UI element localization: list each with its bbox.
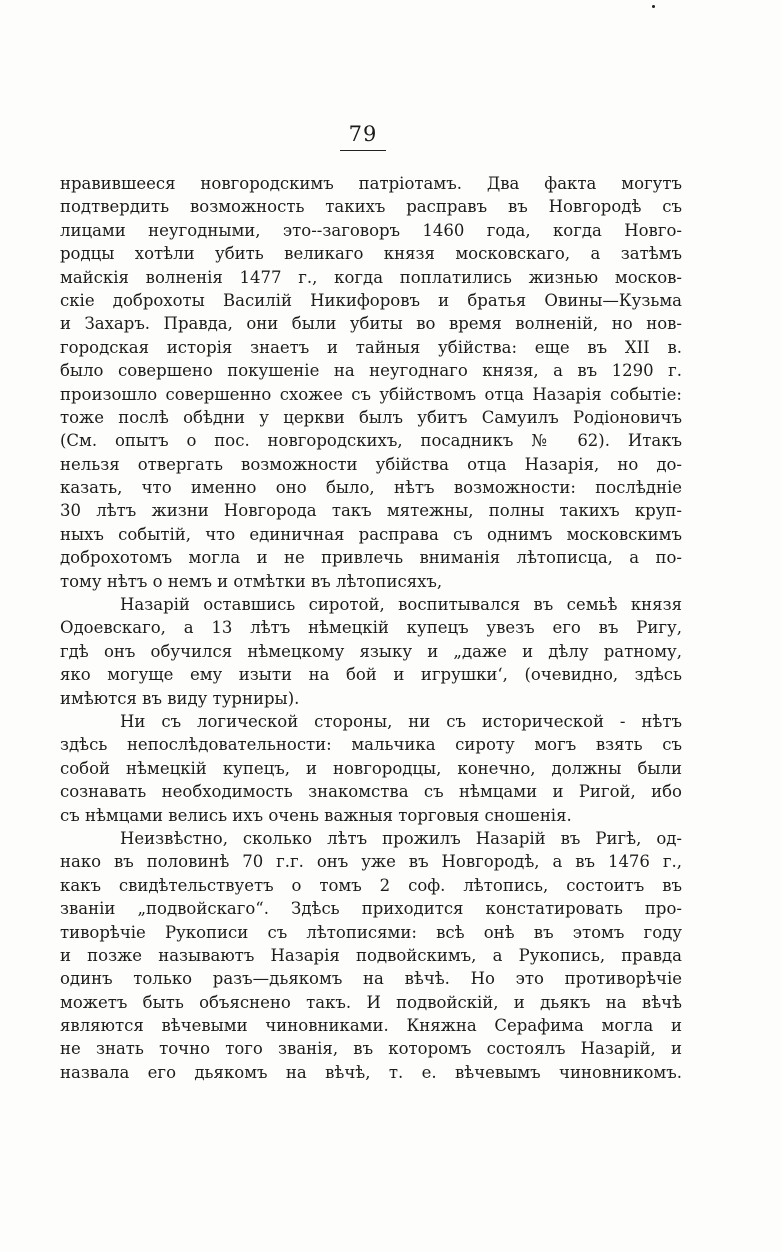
text-line: сознавать необходимость знакомства съ нѣмцами и Ригой, ибо [60,782,682,802]
text-line: нельзя отвергать возможности убійства отца Назарія, но до- [60,454,682,474]
text-line: какъ свидѣтельствуетъ о томъ 2 соф. лѣтопись, состоитъ въ [60,875,682,895]
text-line: ныхъ событій, что единичная расправа съ однимъ московскимъ [60,524,682,544]
text-line: являются вѣчевыми чиновниками. Княжна Серафима могла и [60,1016,682,1036]
text-line: тоже послѣ обѣдни у церкви былъ убитъ Самуилъ Родіоновичъ [60,407,682,427]
text-line: званіи „подвойскаго“. Здѣсь приходится констатировать про- [60,899,682,919]
text-line: назвала его дьякомъ на вѣчѣ, т. е. вѣчевымъ чиновникомъ. [60,1062,682,1082]
text-line: было совершено покушеніе на неугоднаго князя, а въ 1290 г. [60,361,682,381]
ink-speck [652,5,655,8]
page-number: 79 [348,122,378,146]
text-line: лицами неугодными, это--заговоръ 1460 года, когда Новго- [60,220,682,240]
text-line: (См. опытъ о пос. новгородскихъ, посадникъ № 62). Итакъ [60,431,682,451]
text-line: казать, что именно оно было, нѣтъ возможности: послѣдніе [60,478,682,498]
text-line: одинъ только разъ—дьякомъ на вѣчѣ. Но это противорѣчіе [60,969,682,989]
text-line: родцы хотѣли убить великаго князя московскаго, а затѣмъ [60,244,682,264]
text-line: не знать точно того званія, въ которомъ состоялъ Назарій, и [60,1039,682,1059]
text-line: майскія волненія 1477 г., когда поплатились жизнью москов- [60,267,682,287]
text-line: здѣсь непослѣдовательности: мальчика сироту могъ взять съ [60,735,682,755]
text-line: гдѣ онъ обучился нѣмецкому языку и „даже и дѣлу ратному, [60,641,682,661]
text-line: Ни съ логической стороны, ни съ исторической - нѣтъ [120,711,682,731]
text-line: и Захаръ. Правда, они были убиты во время волненій, но нов- [60,314,682,334]
text-line: и позже называютъ Назарія подвойскимъ, а Рукопись, правда [60,945,682,965]
text-line: тиворѣчіе Рукописи съ лѣтописями: всѣ онѣ въ этомъ году [60,922,682,942]
body-text [60,172,682,1084]
text-line: Одоевскаго, а 13 лѣтъ нѣмецкій купецъ увезъ его въ Ригу, [60,618,682,638]
text-line: скіе доброхоты Василій Никифоровъ и братья Овины—Кузьма [60,290,682,310]
text-line: тому нѣтъ о немъ и отмѣтки въ лѣтописяхъ, [60,571,443,591]
text-line: произошло совершенно схожее съ убійствомъ отца Назарія событіе: [60,384,682,404]
text-line: съ нѣмцами велись ихъ очень важныя торговыя сношенія. [60,805,572,825]
text-line: Неизвѣстно, сколько лѣтъ прожилъ Назарій въ Ригѣ, од- [120,828,682,848]
text-line: нравившееся новгородскимъ патріотамъ. Два факта могутъ [60,174,682,193]
text-line: 30 лѣтъ жизни Новгорода такъ мятежны, полны такихъ круп- [60,501,682,521]
text-line: Назарій оставшись сиротой, воспитывался въ семьѣ князя [120,595,682,615]
text-line: яко могуще ему изыти на бой и игрушки‘, (очевидно, здѣсь [60,665,682,685]
text-line: можетъ быть объяснено такъ. И подвойскій, и дьякъ на вѣчѣ [60,992,682,1012]
text-line: нако въ половинѣ 70 г.г. онъ уже въ Новгородѣ, а въ 1476 г., [60,852,682,872]
page-number-rule [340,150,386,151]
text-line: городская исторія знаетъ и тайныя убійства: еще въ XII в. [60,337,682,357]
text-line: доброхотомъ могла и не привлечь вниманія лѣтописца, а по- [60,548,682,568]
text-line: подтвердить возможность такихъ расправъ въ Новгородѣ съ [60,197,682,217]
text-line: имѣются въ виду турниры). [60,688,300,708]
text-line: собой нѣмецкій купецъ, и новгородцы, конечно, должны были [60,758,682,778]
